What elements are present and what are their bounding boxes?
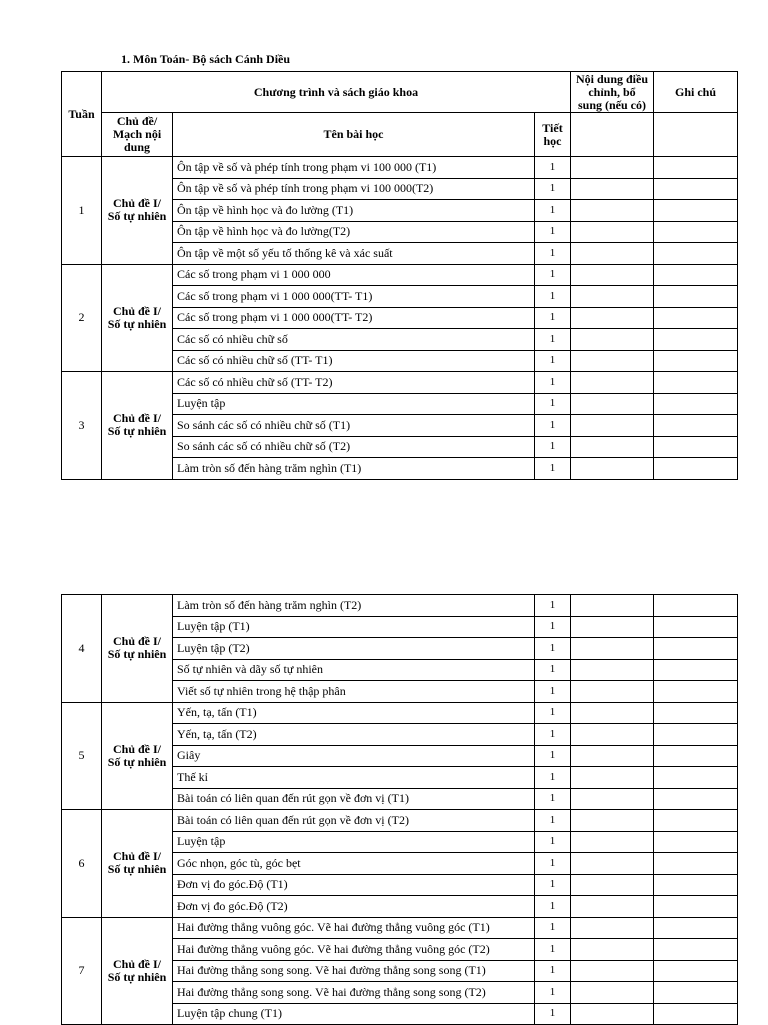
lesson-name: So sánh các số có nhiều chữ số (T2) [173, 436, 535, 458]
lesson-name: Luyện tập (T2) [173, 638, 535, 660]
lesson-name: Hai đường thẳng vuông góc. Vẽ hai đường thẳng vuông góc (T2) [173, 939, 535, 961]
lesson-name: Ôn tập về hình học và đo lường (T1) [173, 200, 535, 222]
curriculum-table-2 [61, 594, 738, 1025]
lesson-hours: 1 [535, 745, 571, 767]
topic-cell: Chủ đề I/ Số tự nhiên [102, 264, 173, 372]
lesson-hours: 1 [535, 810, 571, 832]
lesson-hours: 1 [535, 874, 571, 896]
adjustment-cell [571, 939, 654, 961]
lesson-name: Đơn vị đo góc.Độ (T2) [173, 896, 535, 918]
adjustment-cell [571, 264, 654, 286]
table-row [62, 157, 738, 179]
note-cell [654, 724, 738, 746]
lesson-hours: 1 [535, 436, 571, 458]
note-cell [654, 415, 738, 437]
lesson-name: Các số trong phạm vi 1 000 000(TT- T2) [173, 307, 535, 329]
adjustment-cell [571, 307, 654, 329]
note-cell [654, 896, 738, 918]
lesson-hours: 1 [535, 767, 571, 789]
lesson-hours: 1 [535, 939, 571, 961]
adjustment-cell [571, 724, 654, 746]
note-cell [654, 659, 738, 681]
lesson-hours: 1 [535, 458, 571, 480]
lesson-hours: 1 [535, 243, 571, 265]
week-number: 7 [62, 917, 102, 1025]
adjustment-cell [571, 157, 654, 179]
lesson-hours: 1 [535, 200, 571, 222]
lesson-name: Bài toán có liên quan đến rút gọn về đơn vị (T1) [173, 788, 535, 810]
curriculum-table-1 [61, 71, 738, 480]
lesson-hours: 1 [535, 702, 571, 724]
lesson-name: Thế kỉ [173, 767, 535, 789]
lesson-hours: 1 [535, 616, 571, 638]
lesson-hours: 1 [535, 264, 571, 286]
note-cell [654, 307, 738, 329]
lesson-name: Ôn tập về một số yếu tố thống kê và xác suất [173, 243, 535, 265]
table-row [62, 810, 738, 832]
note-cell [654, 286, 738, 308]
note-cell [654, 1003, 738, 1025]
lesson-name: Làm tròn số đến hàng trăm nghìn (T2) [173, 595, 535, 617]
adjustment-cell [571, 831, 654, 853]
note-cell [654, 702, 738, 724]
adjustment-cell [571, 616, 654, 638]
adjustment-cell [571, 200, 654, 222]
note-cell [654, 788, 738, 810]
topic-cell: Chủ đề I/ Số tự nhiên [102, 917, 173, 1025]
lesson-hours: 1 [535, 681, 571, 703]
lesson-name: Hai đường thẳng song song. Vẽ hai đường thẳng song song (T2) [173, 982, 535, 1004]
week-header: Tuần [62, 72, 102, 157]
note-cell [654, 113, 738, 157]
note-cell [654, 767, 738, 789]
lesson-hours: 1 [535, 853, 571, 875]
lesson-hours: 1 [535, 221, 571, 243]
note-cell [654, 745, 738, 767]
note-cell [654, 178, 738, 200]
adjustment-cell [571, 788, 654, 810]
adjustment-cell [571, 393, 654, 415]
lesson-name: Góc nhọn, góc tù, góc bẹt [173, 853, 535, 875]
week-number: 2 [62, 264, 102, 372]
lesson-hours: 1 [535, 307, 571, 329]
note-cell [654, 458, 738, 480]
lesson-hours: 1 [535, 659, 571, 681]
note-cell [654, 157, 738, 179]
adjustment-cell [571, 702, 654, 724]
lesson-name: Bài toán có liên quan đến rút gọn về đơn vị (T2) [173, 810, 535, 832]
adjustment-cell [571, 659, 654, 681]
lesson-hours: 1 [535, 350, 571, 372]
adjustment-cell [571, 896, 654, 918]
lesson-hours: 1 [535, 329, 571, 351]
lesson-hours: 1 [535, 724, 571, 746]
topic-header: Chủ đề/ Mạch nội dung [102, 113, 173, 157]
lesson-name: Giây [173, 745, 535, 767]
lesson-hours: 1 [535, 788, 571, 810]
topic-cell: Chủ đề I/ Số tự nhiên [102, 157, 173, 265]
lesson-hours: 1 [535, 286, 571, 308]
note-cell [654, 874, 738, 896]
lesson-hours: 1 [535, 595, 571, 617]
note-cell [654, 595, 738, 617]
lesson-hours: 1 [535, 178, 571, 200]
lesson-name: Làm tròn số đến hàng trăm nghìn (T1) [173, 458, 535, 480]
adjustment-cell [571, 329, 654, 351]
lesson-name: Số tự nhiên và dãy số tự nhiên [173, 659, 535, 681]
week-number: 5 [62, 702, 102, 810]
lesson-name: Các số có nhiều chữ số (TT- T1) [173, 350, 535, 372]
adjustment-cell [571, 874, 654, 896]
note-cell [654, 264, 738, 286]
lesson-hours: 1 [535, 415, 571, 437]
lesson-name: Ôn tập về số và phép tính trong phạm vi 100 000(T2) [173, 178, 535, 200]
adjustment-cell [571, 638, 654, 660]
adjustment-cell [571, 960, 654, 982]
adjustment-cell [571, 982, 654, 1004]
note-cell [654, 393, 738, 415]
note-cell [654, 917, 738, 939]
adjustment-cell [571, 595, 654, 617]
note-cell [654, 221, 738, 243]
note-header: Ghi chú [654, 72, 738, 113]
adjustment-cell [571, 178, 654, 200]
table-row [62, 595, 738, 617]
note-cell [654, 243, 738, 265]
lesson-name: Luyện tập [173, 393, 535, 415]
lesson-hours: 1 [535, 960, 571, 982]
lesson-hours: 1 [535, 157, 571, 179]
lesson-name: Ôn tập về hình học và đo lường(T2) [173, 221, 535, 243]
adjustment-cell [571, 221, 654, 243]
week-number: 3 [62, 372, 102, 480]
table-row [62, 702, 738, 724]
lesson-name: Ôn tập về số và phép tính trong phạm vi 100 000 (T1) [173, 157, 535, 179]
week-number: 6 [62, 810, 102, 918]
note-cell [654, 939, 738, 961]
adjustment-cell [571, 810, 654, 832]
lesson-name: So sánh các số có nhiều chữ số (T1) [173, 415, 535, 437]
lesson-name: Luyện tập (T1) [173, 616, 535, 638]
lesson-name: Các số có nhiều chữ số [173, 329, 535, 351]
lesson-name: Các số có nhiều chữ số (TT- T2) [173, 372, 535, 394]
table-row [62, 917, 738, 939]
lesson-name: Hai đường thẳng song song. Vẽ hai đường thẳng song song (T1) [173, 960, 535, 982]
lesson-name: Các số trong phạm vi 1 000 000 [173, 264, 535, 286]
lesson-hours: 1 [535, 831, 571, 853]
note-cell [654, 960, 738, 982]
adjustment-cell [571, 372, 654, 394]
adjustment-cell [571, 767, 654, 789]
topic-cell: Chủ đề I/ Số tự nhiên [102, 372, 173, 480]
lesson-name: Viết số tự nhiên trong hệ thập phân [173, 681, 535, 703]
lesson-name: Yến, tạ, tấn (T2) [173, 724, 535, 746]
adjustment-cell [571, 745, 654, 767]
lesson-hours: 1 [535, 917, 571, 939]
note-cell [654, 681, 738, 703]
adjustment-cell [571, 113, 654, 157]
note-cell [654, 350, 738, 372]
lesson-header: Tên bài học [173, 113, 535, 157]
lesson-hours: 1 [535, 393, 571, 415]
lesson-name: Luyện tập chung (T1) [173, 1003, 535, 1025]
hours-header: Tiết học [535, 113, 571, 157]
topic-cell: Chủ đề I/ Số tự nhiên [102, 702, 173, 810]
lesson-name: Yến, tạ, tấn (T1) [173, 702, 535, 724]
note-cell [654, 638, 738, 660]
lesson-name: Luyện tập [173, 831, 535, 853]
note-cell [654, 810, 738, 832]
note-cell [654, 982, 738, 1004]
adjustment-cell [571, 415, 654, 437]
lesson-name: Hai đường thẳng vuông góc. Vẽ hai đường thẳng vuông góc (T1) [173, 917, 535, 939]
note-cell [654, 831, 738, 853]
adjustment-cell [571, 350, 654, 372]
adjustment-cell [571, 436, 654, 458]
note-cell [654, 372, 738, 394]
note-cell [654, 436, 738, 458]
lesson-hours: 1 [535, 1003, 571, 1025]
note-cell [654, 329, 738, 351]
note-cell [654, 200, 738, 222]
lesson-hours: 1 [535, 896, 571, 918]
note-cell [654, 616, 738, 638]
week-number: 1 [62, 157, 102, 265]
adjustment-cell [571, 458, 654, 480]
table-row [62, 264, 738, 286]
program-header: Chương trình và sách giáo khoa [102, 72, 571, 113]
adjustment-cell [571, 243, 654, 265]
adjustment-cell [571, 286, 654, 308]
lesson-hours: 1 [535, 638, 571, 660]
adjustment-cell [571, 1003, 654, 1025]
table-row [62, 372, 738, 394]
lesson-name: Các số trong phạm vi 1 000 000(TT- T1) [173, 286, 535, 308]
topic-cell: Chủ đề I/ Số tự nhiên [102, 595, 173, 703]
topic-cell: Chủ đề I/ Số tự nhiên [102, 810, 173, 918]
adjustment-cell [571, 853, 654, 875]
week-number: 4 [62, 595, 102, 703]
lesson-hours: 1 [535, 372, 571, 394]
adjustment-cell [571, 917, 654, 939]
note-cell [654, 853, 738, 875]
lesson-name: Đơn vị đo góc.Độ (T1) [173, 874, 535, 896]
lesson-hours: 1 [535, 982, 571, 1004]
adjustment-header: Nội dung điều chỉnh, bổ sung (nếu có) [571, 72, 654, 113]
adjustment-cell [571, 681, 654, 703]
section-heading: 1. Môn Toán- Bộ sách Cánh Diều [121, 52, 291, 66]
